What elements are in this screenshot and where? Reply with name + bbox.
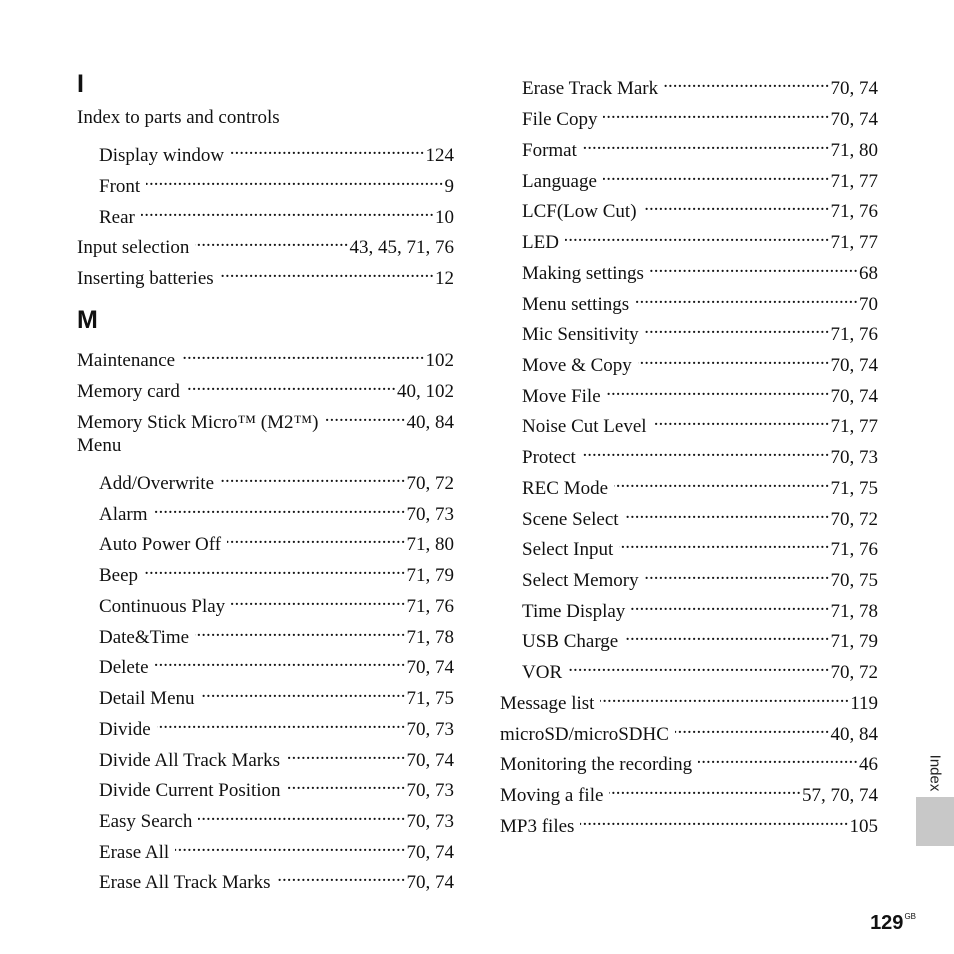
entry-page: 71, 78 [406,627,454,648]
dot-leader [324,404,405,428]
index-entry [522,623,878,652]
entry-label: USB Charge [522,631,619,652]
side-tab-label: Index [926,754,944,792]
entry-page: 124 [425,145,454,166]
dot-leader [287,772,406,796]
index-entry [522,132,878,161]
dot-leader [195,229,348,253]
index-entry [522,408,878,437]
entry-label: Moving a file [500,785,604,806]
dot-leader [141,199,434,223]
index-entry [522,654,878,683]
dot-leader [154,496,406,520]
entry-label: Erase All [99,842,170,863]
entry-label: Easy Search [99,811,193,832]
entry-label: Memory Stick Micro™ (M2™) [77,412,319,433]
entry-page: 70, 74 [406,872,454,893]
dot-leader [582,439,830,463]
dot-leader [230,137,424,161]
page-number-value: 129 [870,912,904,934]
entry-label: Time Display [522,601,626,622]
entry-page: 71, 79 [406,565,454,586]
index-entry [99,803,454,832]
entry-page: 46 [859,754,878,775]
entry-label: Divide All Track Marks [99,750,281,771]
dot-leader [609,777,801,801]
entry-page: 71, 76 [830,201,878,222]
index-entry [77,434,454,458]
entry-page: 57, 70, 74 [802,785,878,806]
entry-label: Menu [77,435,122,456]
dot-leader [186,373,396,397]
dot-leader [698,746,858,770]
index-entry [522,439,878,468]
dot-leader [625,501,830,525]
index-entry [522,101,878,130]
index-entry [500,808,878,837]
dot-leader [624,623,829,647]
dot-leader [181,342,424,366]
dot-leader [607,378,830,402]
entry-page: 71, 75 [406,688,454,709]
entry-page: 40, 84 [406,412,454,433]
index-entry [500,746,878,775]
entry-label: Beep [99,565,139,586]
entry-page: 70, 73 [406,811,454,832]
entry-label: Message list [500,693,595,714]
entry-label: Alarm [99,504,148,525]
index-entry [77,229,454,258]
entry-page: 71, 78 [830,601,878,622]
index-entry [522,593,878,622]
index-entry [99,465,454,494]
entry-page: 71, 77 [830,232,878,253]
dot-leader [231,588,405,612]
entry-label: Select Memory [522,570,639,591]
entry-page: 71, 75 [830,478,878,499]
entry-label: Add/Overwrite [99,473,215,494]
entry-label: Display window [99,145,225,166]
entry-label: Noise Cut Level [522,416,647,437]
index-entry [522,286,878,315]
dot-leader [675,716,830,740]
entry-page: 119 [850,693,878,714]
entry-page: 102 [425,350,454,371]
index-entry [500,716,878,745]
entry-label: LCF(Low Cut) [522,201,637,222]
dot-leader [155,649,406,673]
entry-page: 71, 76 [830,324,878,345]
entry-label: Memory card [77,381,180,402]
entry-page: 70, 75 [830,570,878,591]
entry-label: LED [522,232,559,253]
index-entry [99,864,454,893]
entry-label: Scene Select [522,509,619,530]
entry-page: 70, 74 [830,78,878,99]
index-entry [99,199,454,228]
entry-page: 43, 45, 71, 76 [349,237,454,258]
entry-page: 71, 76 [406,596,454,617]
entry-label: Input selection [77,237,190,258]
section-letter-i: I [77,70,84,98]
entry-page: 70, 74 [406,842,454,863]
entry-label: Index to parts and controls [77,107,280,128]
index-side-tab [916,797,954,846]
entry-page: 70, 72 [830,662,878,683]
entry-page: 71, 77 [830,416,878,437]
entry-label: File Copy [522,109,598,130]
index-entry [77,106,454,130]
entry-page: 71, 80 [406,534,454,555]
entry-page: 12 [435,268,454,289]
entry-page: 71, 79 [830,631,878,652]
entry-label: Maintenance [77,350,176,371]
entry-label: Date&Time [99,627,190,648]
dot-leader [653,408,830,432]
entry-label: Monitoring the recording [500,754,693,775]
entry-label: Front [99,176,141,197]
entry-label: Auto Power Off [99,534,222,555]
index-entry [522,378,878,407]
dot-leader [631,593,829,617]
entry-page: 70, 73 [406,504,454,525]
entry-page: 71, 77 [830,171,878,192]
dot-leader [635,286,858,310]
entry-label: Inserting batteries [77,268,214,289]
entry-page: 70, 73 [406,780,454,801]
dot-leader [603,163,830,187]
index-entry [99,742,454,771]
entry-page: 70 [859,294,878,315]
dot-leader [146,168,443,192]
entry-page: 70, 74 [406,750,454,771]
entry-label: Move File [522,386,601,407]
dot-leader [643,193,830,217]
entry-label: Divide Current Position [99,780,281,801]
dot-leader [157,711,406,735]
index-entry [99,711,454,740]
index-entry [99,834,454,863]
entry-label: Delete [99,657,149,678]
entry-label: Continuous Play [99,596,226,617]
index-entry [522,193,878,222]
entry-label: MP3 files [500,816,575,837]
index-entry [522,163,878,192]
index-entry [77,404,454,433]
page-number-superscript: GB [904,912,916,921]
entry-page: 71, 80 [830,140,878,161]
dot-leader [277,864,406,888]
section-letter-m: M [77,306,98,334]
entry-label: Erase All Track Marks [99,872,271,893]
dot-leader [201,680,406,704]
index-entry [77,260,454,289]
index-entry [99,168,454,197]
entry-page: 9 [444,176,454,197]
entry-label: Detail Menu [99,688,195,709]
dot-leader [638,347,830,371]
dot-leader [227,526,405,550]
index-entry [522,531,878,560]
entry-label: Mic Sensitivity [522,324,639,345]
entry-label: Select Input [522,539,614,560]
dot-leader [144,557,405,581]
index-entry [99,772,454,801]
index-entry [99,588,454,617]
entry-label: Format [522,140,577,161]
index-entry [99,619,454,648]
entry-label: REC Mode [522,478,609,499]
entry-page: 40, 84 [830,724,878,745]
dot-leader [220,260,434,284]
entry-label: Move & Copy [522,355,632,376]
dot-leader [565,224,830,248]
entry-page: 70, 74 [830,109,878,130]
entry-page: 70, 74 [830,386,878,407]
entry-page: 70, 73 [406,719,454,740]
index-entry [500,777,878,806]
index-entry [522,501,878,530]
index-entry [99,557,454,586]
index-entry [99,526,454,555]
dot-leader [645,316,830,340]
entry-page: 40, 102 [397,381,454,402]
entry-label: Making settings [522,263,644,284]
entry-label: Protect [522,447,576,468]
dot-leader [664,70,829,94]
entry-page: 70, 73 [830,447,878,468]
dot-leader [175,834,405,858]
entry-label: VOR [522,662,563,683]
index-entry [500,685,878,714]
entry-page: 68 [859,263,878,284]
entry-label: Divide [99,719,151,740]
index-entry [99,137,454,166]
dot-leader [286,742,405,766]
index-entry [77,373,454,402]
entry-label: Rear [99,207,135,228]
dot-leader [614,470,829,494]
dot-leader [568,654,829,678]
entry-label: Language [522,171,597,192]
entry-page: 70, 74 [830,355,878,376]
entry-page: 70, 72 [830,509,878,530]
entry-page: 71, 76 [830,539,878,560]
dot-leader [603,101,829,125]
dot-leader [220,465,405,489]
dot-leader [583,132,830,156]
index-entry [99,496,454,525]
index-entry [77,342,454,371]
dot-leader [600,685,849,709]
index-entry [99,680,454,709]
page-number [870,905,916,935]
entry-page: 70, 74 [406,657,454,678]
entry-label: Erase Track Mark [522,78,659,99]
dot-leader [645,562,830,586]
dot-leader [619,531,829,555]
index-entry [522,316,878,345]
index-entry [522,70,878,99]
dot-leader [198,803,405,827]
dot-leader [580,808,848,832]
index-entry [522,562,878,591]
index-entry [522,470,878,499]
dot-leader [650,255,858,279]
entry-page: 105 [849,816,878,837]
index-entry [522,255,878,284]
index-entry [522,347,878,376]
entry-label: Menu settings [522,294,630,315]
entry-label: microSD/microSDHC [500,724,669,745]
entry-page: 10 [435,207,454,228]
index-entry [522,224,878,253]
index-entry [99,649,454,678]
dot-leader [195,619,405,643]
entry-page: 70, 72 [406,473,454,494]
